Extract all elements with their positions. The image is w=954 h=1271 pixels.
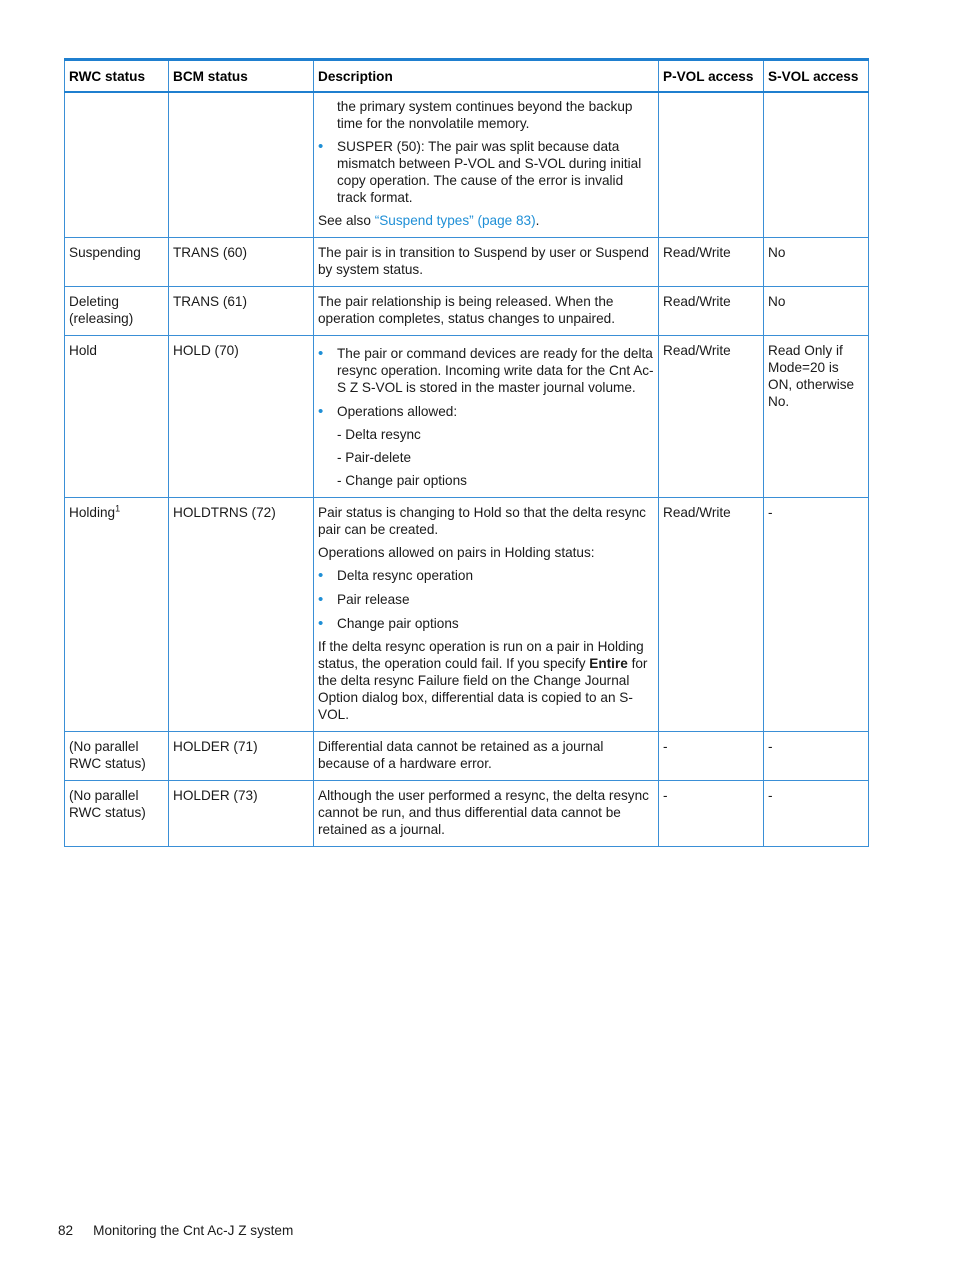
- col-header-bcm-status: BCM status: [169, 60, 314, 93]
- cell-pvol: Read/Write: [659, 287, 764, 336]
- see-also-prefix: See also: [318, 213, 375, 228]
- col-header-pvol-access: P-VOL access: [659, 60, 764, 93]
- cell-rwc: [65, 92, 169, 238]
- cell-svol: [764, 92, 869, 238]
- cell-svol: No: [764, 287, 869, 336]
- cell-rwc: (No parallel RWC status): [65, 781, 169, 847]
- cell-bcm: [169, 92, 314, 238]
- cell-description: The pair relationship is being released. When the operation completes, status changes to unpaired.: [314, 287, 659, 336]
- rwc-label: Holding: [69, 505, 116, 520]
- cell-svol: -: [764, 498, 869, 732]
- cell-description: [314, 336, 659, 498]
- bullet-list: [318, 345, 654, 420]
- paragraph: Operations allowed on pairs in Holding status:: [318, 545, 595, 560]
- cell-bcm: HOLDER (71): [169, 732, 314, 781]
- bullet-list: [318, 567, 654, 632]
- see-also: [318, 212, 654, 229]
- paragraph: [318, 638, 654, 723]
- list-item: • Operations allowed:: [318, 403, 654, 420]
- page-footer: [58, 1223, 293, 1238]
- table-row: [65, 336, 869, 498]
- bold-term: Entire: [589, 656, 628, 671]
- cell-description: The pair is in transition to Suspend by user or Suspend by system status.: [314, 238, 659, 287]
- paragraph: Pair status is changing to Hold so that the delta resync pair can be created.: [318, 505, 646, 537]
- col-header-description: Description: [314, 60, 659, 93]
- cell-pvol: -: [659, 732, 764, 781]
- cell-svol: -: [764, 732, 869, 781]
- cell-bcm: HOLDTRNS (72): [169, 498, 314, 732]
- cell-pvol: [659, 92, 764, 238]
- see-also-suffix: .: [535, 213, 540, 228]
- cell-bcm: TRANS (61): [169, 287, 314, 336]
- col-header-rwc-status: RWC status: [65, 60, 169, 93]
- col-header-svol-access: S-VOL access: [764, 60, 869, 93]
- table-row: [65, 238, 869, 287]
- cell-pvol: Read/Write: [659, 498, 764, 732]
- table-row: [65, 781, 869, 847]
- bullet-list: [318, 138, 654, 206]
- cell-svol: No: [764, 238, 869, 287]
- sub-item: - Pair-delete: [337, 450, 412, 465]
- table-row: [65, 287, 869, 336]
- cell-bcm: HOLD (70): [169, 336, 314, 498]
- cell-pvol: Read/Write: [659, 336, 764, 498]
- list-item: • SUSPER (50): The pair was split because data mismatch between P-VOL and S-VOL during initial copy operation. The cause of the error is invalid track format.: [318, 138, 654, 206]
- cell-rwc: Hold: [65, 336, 169, 498]
- table-row: [65, 732, 869, 781]
- cell-bcm: HOLDER (73): [169, 781, 314, 847]
- table-header-row: [65, 60, 869, 93]
- cell-description: [314, 92, 659, 238]
- text-run: for the delta resync Failure field on the Change Journal Option dialog box, differential data is copied to an S-VOL.: [318, 656, 648, 722]
- cell-pvol: Read/Write: [659, 238, 764, 287]
- description-continuation: the primary system continues beyond the backup time for the nonvolatile memory.: [337, 99, 633, 131]
- cell-bcm: TRANS (60): [169, 238, 314, 287]
- list-item: • Delta resync operation: [318, 567, 654, 584]
- cell-rwc: Deleting (releasing): [65, 287, 169, 336]
- table-row: [65, 498, 869, 732]
- cell-description: Differential data cannot be retained as a journal because of a hardware error.: [314, 732, 659, 781]
- suspend-types-link[interactable]: “Suspend types” (page 83): [374, 213, 536, 228]
- list-item: • Pair release: [318, 591, 654, 608]
- cell-rwc: [65, 498, 169, 732]
- cell-pvol: -: [659, 781, 764, 847]
- page-number: 82: [58, 1223, 74, 1238]
- section-title: Monitoring the Cnt Ac-J Z system: [93, 1223, 294, 1238]
- footnote-marker: 1: [115, 503, 121, 514]
- cell-svol: -: [764, 781, 869, 847]
- status-table: [64, 58, 869, 847]
- cell-svol: Read Only if Mode=20 is ON, otherwise No.: [764, 336, 869, 498]
- sub-item: - Delta resync: [337, 427, 421, 442]
- list-item: • The pair or command devices are ready for the delta resync operation. Incoming write data for the Cnt Ac-S Z S-VOL is stored in the master journal volume.: [318, 345, 654, 396]
- cell-rwc: (No parallel RWC status): [65, 732, 169, 781]
- cell-description: Although the user performed a resync, the delta resync cannot be run, and thus differential data cannot be retained as a journal.: [314, 781, 659, 847]
- table-row: [65, 92, 869, 238]
- cell-description: [314, 498, 659, 732]
- text-run: If the delta resync operation is run on a pair in Holding status, the operation could fail. If you specify: [318, 639, 644, 671]
- sub-item: - Change pair options: [337, 473, 467, 488]
- cell-rwc: Suspending: [65, 238, 169, 287]
- list-item: • Change pair options: [318, 615, 654, 632]
